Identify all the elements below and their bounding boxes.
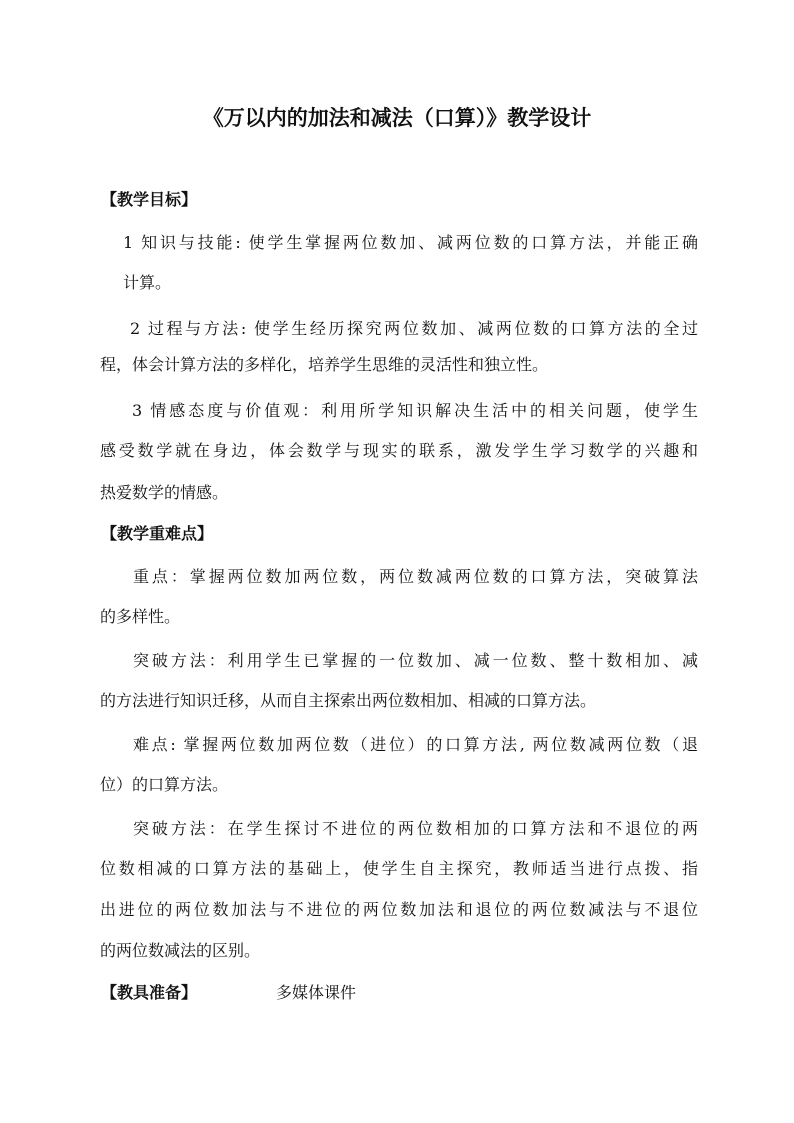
focus-line-2: 的多样性。 <box>100 607 181 626</box>
difficulty-method-line-3: 出进位的两位数加法与不进位的两位数加法和退位的两位数减法与不退位 <box>100 900 698 919</box>
objective-1-line-1: 1 知识与技能: 使学生掌握两位数加、减两位数的口算方法，并能正确 <box>123 233 698 252</box>
difficulty-method-line-1: 突破方法：在学生探讨不进位的两位数相加的口算方法和不退位的两 <box>133 819 698 838</box>
focus-line-1: 重点：掌握两位数加两位数，两位数减两位数的口算方法，突破算法 <box>133 567 698 586</box>
objective-2-line-2: 程，体会计算方法的多样化，培养学生思维的灵活性和独立性。 <box>100 355 549 374</box>
section-heading-objectives: 【教学目标】 <box>101 190 198 209</box>
document-title: 《万以内的加法和减法（口算）》教学设计 <box>202 105 592 130</box>
difficulty-line-2: 位）的口算方法。 <box>100 775 229 794</box>
objective-3-line-1: 3 情感态度与价值观：利用所学知识解决生活中的相关问题，使学生 <box>132 401 698 420</box>
difficulty-method-line-4: 的两位数减法的区别。 <box>100 941 261 960</box>
difficulty-method-line-2: 位数相减的口算方法的基础上，使学生自主探究，教师适当进行点拨、指 <box>100 859 698 878</box>
section-heading-materials: 【教具准备】 <box>101 983 198 1002</box>
objective-3-line-3: 热爱数学的情感。 <box>100 483 229 502</box>
objective-3-line-2: 感受数学就在身边，体会数学与现实的联系，激发学生学习数学的兴趣和 <box>100 441 698 460</box>
objective-1-line-2: 计算。 <box>123 273 172 292</box>
materials-value: 多媒体课件 <box>276 983 357 1002</box>
focus-method-line-2: 的方法进行知识迁移，从而自主探索出两位数相加、相减的口算方法。 <box>100 691 597 710</box>
focus-method-line-1: 突破方法：利用学生已掌握的一位数加、减一位数、整十数相加、减 <box>133 651 698 670</box>
section-heading-key-points: 【教学重难点】 <box>101 524 214 543</box>
difficulty-line-1: 难点: 掌握两位数加两位数（进位）的口算方法, 两位数减两位数（退 <box>133 735 698 754</box>
objective-2-line-1: 2 过程与方法: 使学生经历探究两位数加、减两位数的口算方法的全过 <box>130 319 698 338</box>
